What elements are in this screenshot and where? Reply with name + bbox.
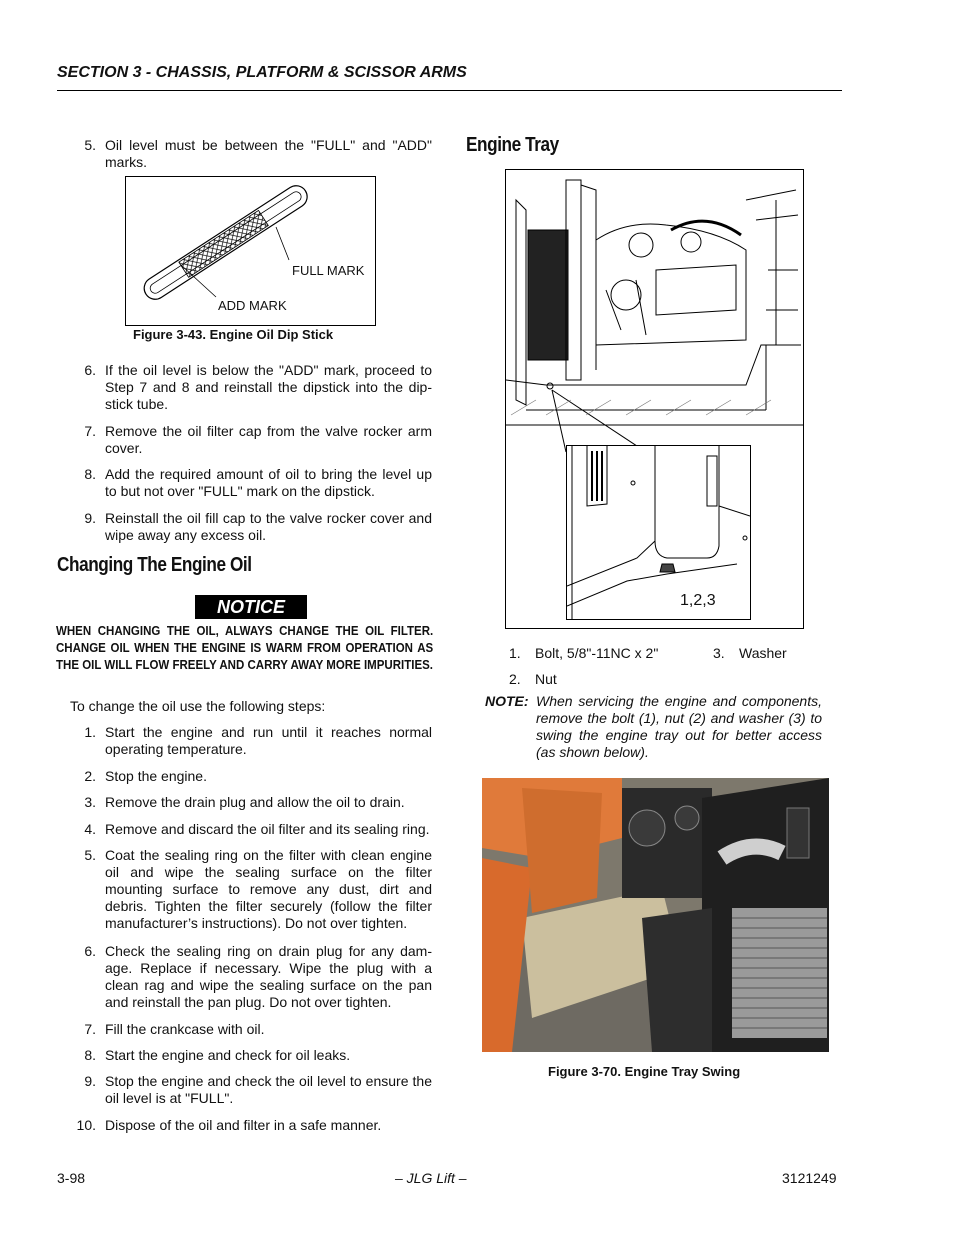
note-text: When servicing the engine and components, remove the bolt (1), nut (2) and washer (3) to swing the engine tray out for better access (as shown below). bbox=[536, 693, 822, 760]
change-step-5: 5. Coat the sealing ring on the filter with clean engine oil and wipe the sealing surface on the filter mounting surface to remove any dust, dirt and debris. Tighten the filter securely (follow the filter manufacturer’s instructions). Do not over tighten. bbox=[84, 847, 432, 931]
step-8: 8. Add the required amount of oil to bring the level up to but not over "FULL" mark on the dipstick. bbox=[84, 466, 432, 499]
change-step-4: 4. Remove and discard the oil filter and its sealing ring. bbox=[84, 821, 430, 837]
engine-photo-illustration bbox=[482, 778, 829, 1052]
part-3-number: 3. bbox=[713, 645, 725, 661]
part-1-name: Bolt, 5/8"-11NC x 2" bbox=[535, 645, 659, 661]
part-1-number: 1. bbox=[509, 645, 521, 661]
change-step-7: 7. Fill the crankcase with oil. bbox=[84, 1021, 265, 1037]
section-header: SECTION 3 - CHASSIS, PLATFORM & SCISSOR ARMS bbox=[57, 64, 467, 81]
engine-tray-swing-photo bbox=[482, 778, 829, 1052]
changing-engine-oil-heading: Changing The Engine Oil bbox=[57, 554, 252, 576]
part-2-number: 2. bbox=[509, 671, 521, 687]
part-3-name: Washer bbox=[739, 645, 787, 661]
engine-tray-heading: Engine Tray bbox=[466, 134, 559, 156]
callout-label: 1,2,3 bbox=[680, 592, 716, 609]
step-5-oil-level: 5. Oil level must be between the "FULL" and "ADD" marks. bbox=[84, 137, 432, 170]
step-6: 6. If the oil level is below the "ADD" mark, proceed to Step 7 and 8 and reinstall the dipstick into the dip-stick tube. bbox=[84, 362, 432, 412]
change-step-8: 8. Start the engine and check for oil leaks. bbox=[84, 1047, 351, 1063]
doc-number: 3121249 bbox=[782, 1170, 837, 1186]
bolt-detail-illustration bbox=[567, 446, 750, 619]
page-number: 3-98 bbox=[57, 1170, 86, 1186]
intro-text: To change the oil use the following steps: bbox=[70, 698, 326, 714]
figure-3-70-caption: Figure 3-70. Engine Tray Swing bbox=[548, 1064, 741, 1079]
notice-badge: NOTICE bbox=[195, 595, 307, 619]
dipstick-figure bbox=[125, 176, 376, 326]
change-step-3: 3. Remove the drain plug and allow the oil to drain. bbox=[84, 794, 405, 810]
part-2-name: Nut bbox=[535, 671, 557, 687]
change-step-9: 9. Stop the engine and check the oil level to ensure the oil level is at "FULL". bbox=[84, 1073, 432, 1106]
engine-tray-figure bbox=[505, 169, 804, 629]
add-mark-label: ADD MARK bbox=[218, 298, 287, 313]
bolt-detail-inset bbox=[566, 445, 751, 620]
figure-3-43-caption: Figure 3-43. Engine Oil Dip Stick bbox=[133, 327, 334, 342]
footer-center: – JLG Lift – bbox=[395, 1170, 467, 1186]
note-label: NOTE: bbox=[485, 693, 529, 709]
full-mark-label: FULL MARK bbox=[292, 263, 365, 278]
change-step-10: 10. Dispose of the oil and filter in a safe manner. bbox=[76, 1117, 382, 1133]
change-step-6: 6. Check the sealing ring on drain plug for any dam-age. Replace if necessary. Wipe the plug with a clean rag and wipe the sealing surface on the pan and reinstall the pan plug. Do not over tighten. bbox=[84, 943, 432, 1010]
change-step-1: 1. Start the engine and run until it reaches normal operating temperature. bbox=[84, 724, 432, 757]
notice-text: WHEN CHANGING THE OIL, ALWAYS CHANGE THE OIL FILTER. CHANGE OIL WHEN THE ENGINE IS WARM FROM OPERATION AS THE OIL WILL FLOW FREELY AND CARRY AWAY MORE IMPURITIES. bbox=[56, 624, 434, 672]
header-divider bbox=[57, 90, 842, 91]
change-step-2: 2. Stop the engine. bbox=[84, 768, 207, 784]
step-7: 7. Remove the oil filter cap from the valve rocker arm cover. bbox=[84, 423, 432, 456]
step-9: 9. Reinstall the oil fill cap to the valve rocker cover and wipe away any excess oil. bbox=[84, 510, 432, 543]
